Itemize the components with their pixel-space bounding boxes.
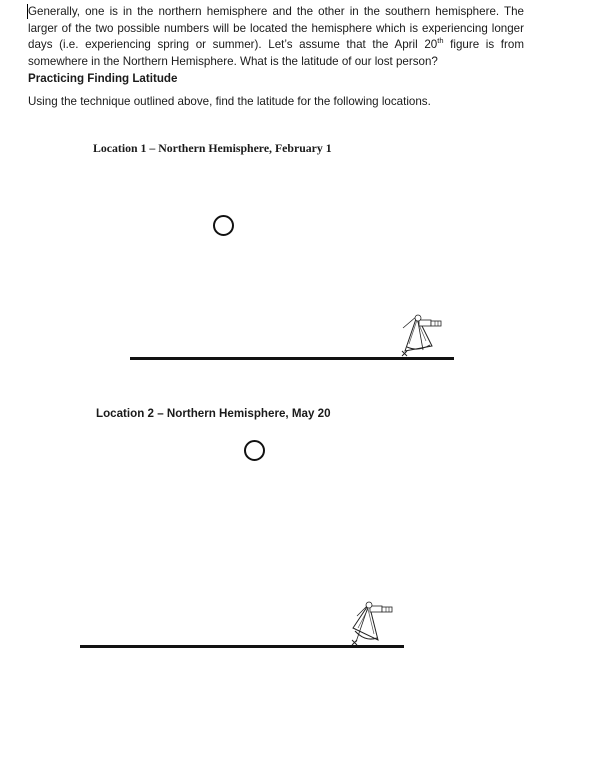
sun-icon xyxy=(244,440,265,461)
intro-paragraph xyxy=(28,4,524,70)
sextant-icon xyxy=(395,308,447,360)
sun-icon xyxy=(213,215,234,236)
location-1-title: Location 1 – Northern Hemisphere, February 1 xyxy=(93,141,332,155)
intro-text-end: figure is from somewhere in the Northern Hemisphere. What is the latitude of our lost person? xyxy=(28,38,524,68)
section-heading: Practicing Finding Latitude xyxy=(28,72,178,85)
intro-text-start: Generally, one is in the northern hemisphere and the other in the southern hemisphere. The larger of the two possible numbers will be located the hemisphere which is experiencing longer days (i.e. experiencing spring or summer). Let’s assume that the April 20 xyxy=(28,5,524,52)
sextant-icon xyxy=(345,598,397,650)
intro-superscript: th xyxy=(437,36,444,46)
location-2-title: Location 2 – Northern Hemisphere, May 20 xyxy=(96,407,331,420)
instructions-text: Using the technique outlined above, find the latitude for the following locations. xyxy=(28,95,431,108)
